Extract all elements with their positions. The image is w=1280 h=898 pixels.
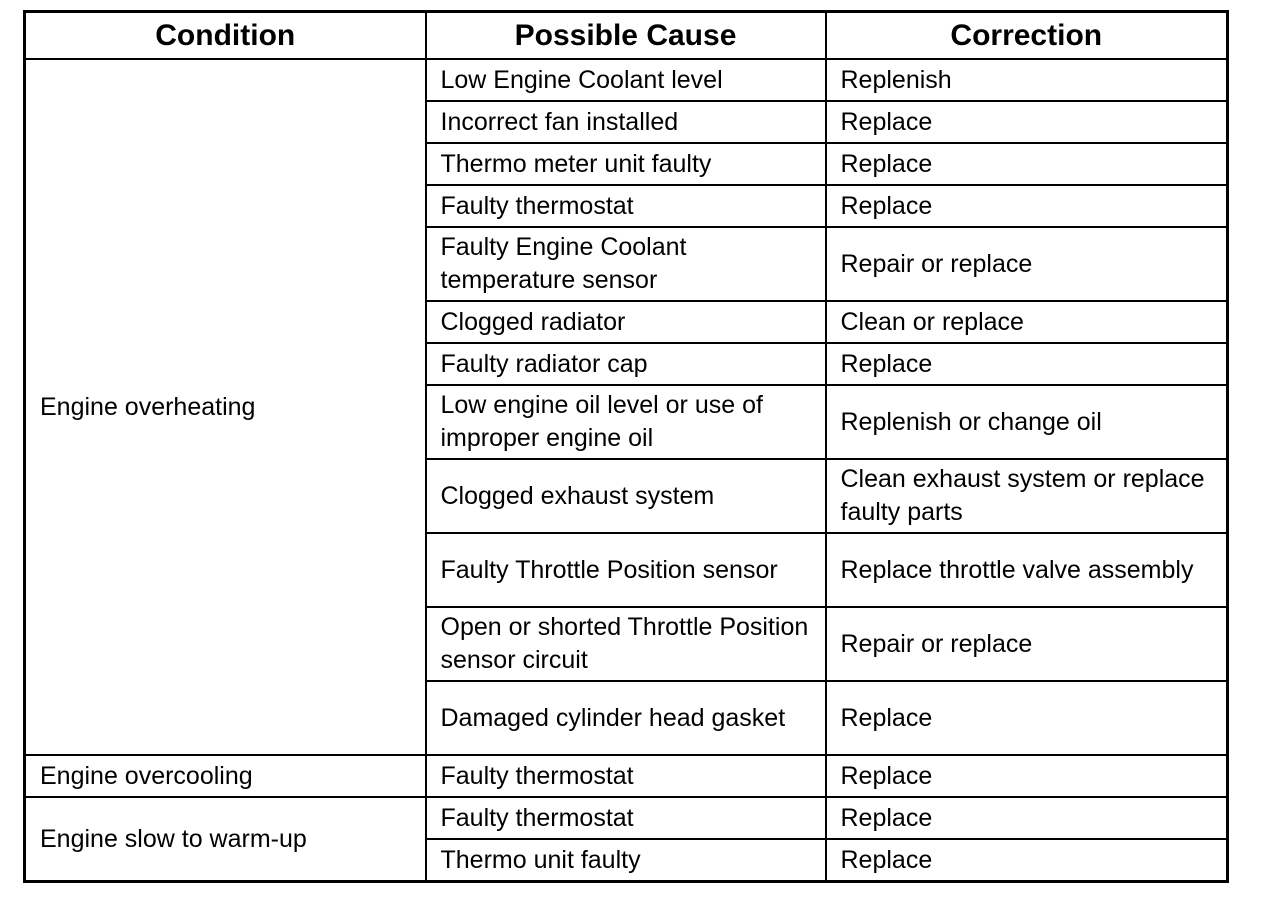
column-header-condition: Condition [25, 12, 426, 60]
cause-cell: Faulty radiator cap [426, 343, 826, 385]
correction-cell: Repair or replace [826, 227, 1228, 301]
cause-cell: Clogged exhaust system [426, 459, 826, 533]
cause-cell: Thermo unit faulty [426, 839, 826, 882]
correction-cell: Replenish [826, 59, 1228, 101]
condition-cell: Engine slow to warm-up [25, 797, 426, 882]
cause-cell: Open or shorted Throttle Position sensor circuit [426, 607, 826, 681]
correction-cell: Replace [826, 681, 1228, 755]
table-row [25, 755, 1228, 797]
correction-cell: Replace [826, 755, 1228, 797]
cause-cell: Faulty thermostat [426, 755, 826, 797]
table-row [25, 59, 1228, 101]
cause-cell: Faulty thermostat [426, 185, 826, 227]
table-row [25, 797, 1228, 839]
correction-cell: Replace [826, 185, 1228, 227]
column-header-correction: Correction [826, 12, 1228, 60]
correction-cell: Replace [826, 343, 1228, 385]
cause-cell: Clogged radiator [426, 301, 826, 343]
header-row [25, 12, 1228, 60]
correction-cell: Replace [826, 143, 1228, 185]
troubleshooting-table [23, 10, 1229, 883]
cause-cell: Faulty Engine Coolant temperature sensor [426, 227, 826, 301]
cause-cell: Low Engine Coolant level [426, 59, 826, 101]
correction-cell: Replace throttle valve assembly [826, 533, 1228, 607]
correction-cell: Replenish or change oil [826, 385, 1228, 459]
cause-cell: Faulty Throttle Position sensor [426, 533, 826, 607]
column-header-possible-cause: Possible Cause [426, 12, 826, 60]
correction-cell: Replace [826, 839, 1228, 882]
cause-cell: Low engine oil level or use of improper engine oil [426, 385, 826, 459]
condition-cell: Engine overcooling [25, 755, 426, 797]
cause-cell: Incorrect fan installed [426, 101, 826, 143]
correction-cell: Replace [826, 101, 1228, 143]
correction-cell: Replace [826, 797, 1228, 839]
correction-cell: Repair or replace [826, 607, 1228, 681]
cause-cell: Faulty thermostat [426, 797, 826, 839]
condition-cell: Engine overheating [25, 59, 426, 755]
cause-cell: Thermo meter unit faulty [426, 143, 826, 185]
cause-cell: Damaged cylinder head gasket [426, 681, 826, 755]
correction-cell: Clean exhaust system or replace faulty parts [826, 459, 1228, 533]
correction-cell: Clean or replace [826, 301, 1228, 343]
